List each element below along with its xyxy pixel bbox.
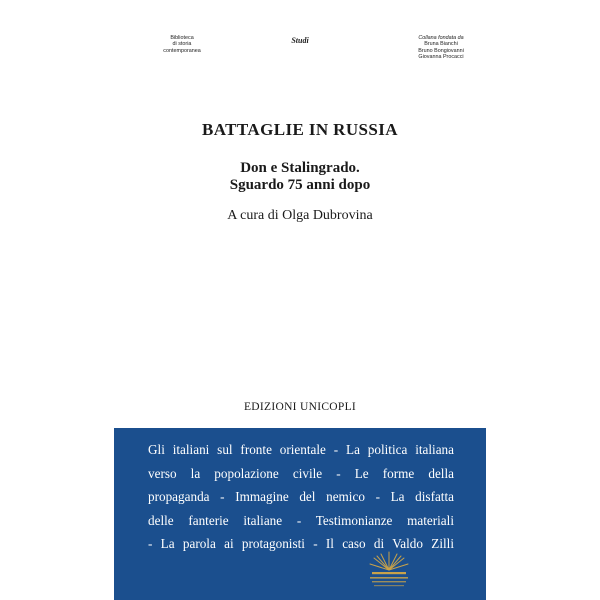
series-left-line: contemporanea — [163, 47, 201, 54]
blurb-line: - La parola ai protagonisti - Il caso di Valdo Zilli — [148, 536, 454, 551]
book-editor: A cura di Olga Dubrovina — [227, 208, 373, 223]
blurb-panel — [114, 428, 486, 600]
blurb-line: propaganda - Immagine del nemico - La disfatta — [148, 489, 454, 504]
series-right-line: Bruno Bongiovanni — [418, 47, 464, 54]
blurb-line: Gli italiani sul fronte orientale - La politica italiana — [148, 442, 454, 457]
book-title: BATTAGLIE IN RUSSIA — [202, 120, 398, 139]
series-right-line: Giovanna Procacci — [418, 54, 464, 61]
subtitle-line: Sguardo 75 anni dopo — [229, 177, 371, 193]
unicopli-logo-icon — [364, 538, 414, 598]
publisher-name: EDIZIONI UNICOPLI — [243, 401, 357, 413]
book-cover — [114, 0, 486, 600]
blurb-line: verso la popolazione civile - Le forme della — [148, 465, 454, 481]
series-left-line: di storia — [172, 41, 192, 48]
book-subtitle — [114, 160, 486, 194]
series-left-line: Biblioteca — [170, 35, 194, 41]
series-label-right — [398, 35, 484, 61]
blurb-line: delle fanterie italiane - Testimonianze materiali — [148, 512, 454, 528]
series-label-center: Studi — [291, 36, 309, 45]
series-right-line: Bruna Bianchi — [424, 41, 458, 48]
subtitle-line: Don e Stalingrado. — [240, 160, 360, 176]
series-right-line: Collana fondata da — [418, 35, 464, 41]
